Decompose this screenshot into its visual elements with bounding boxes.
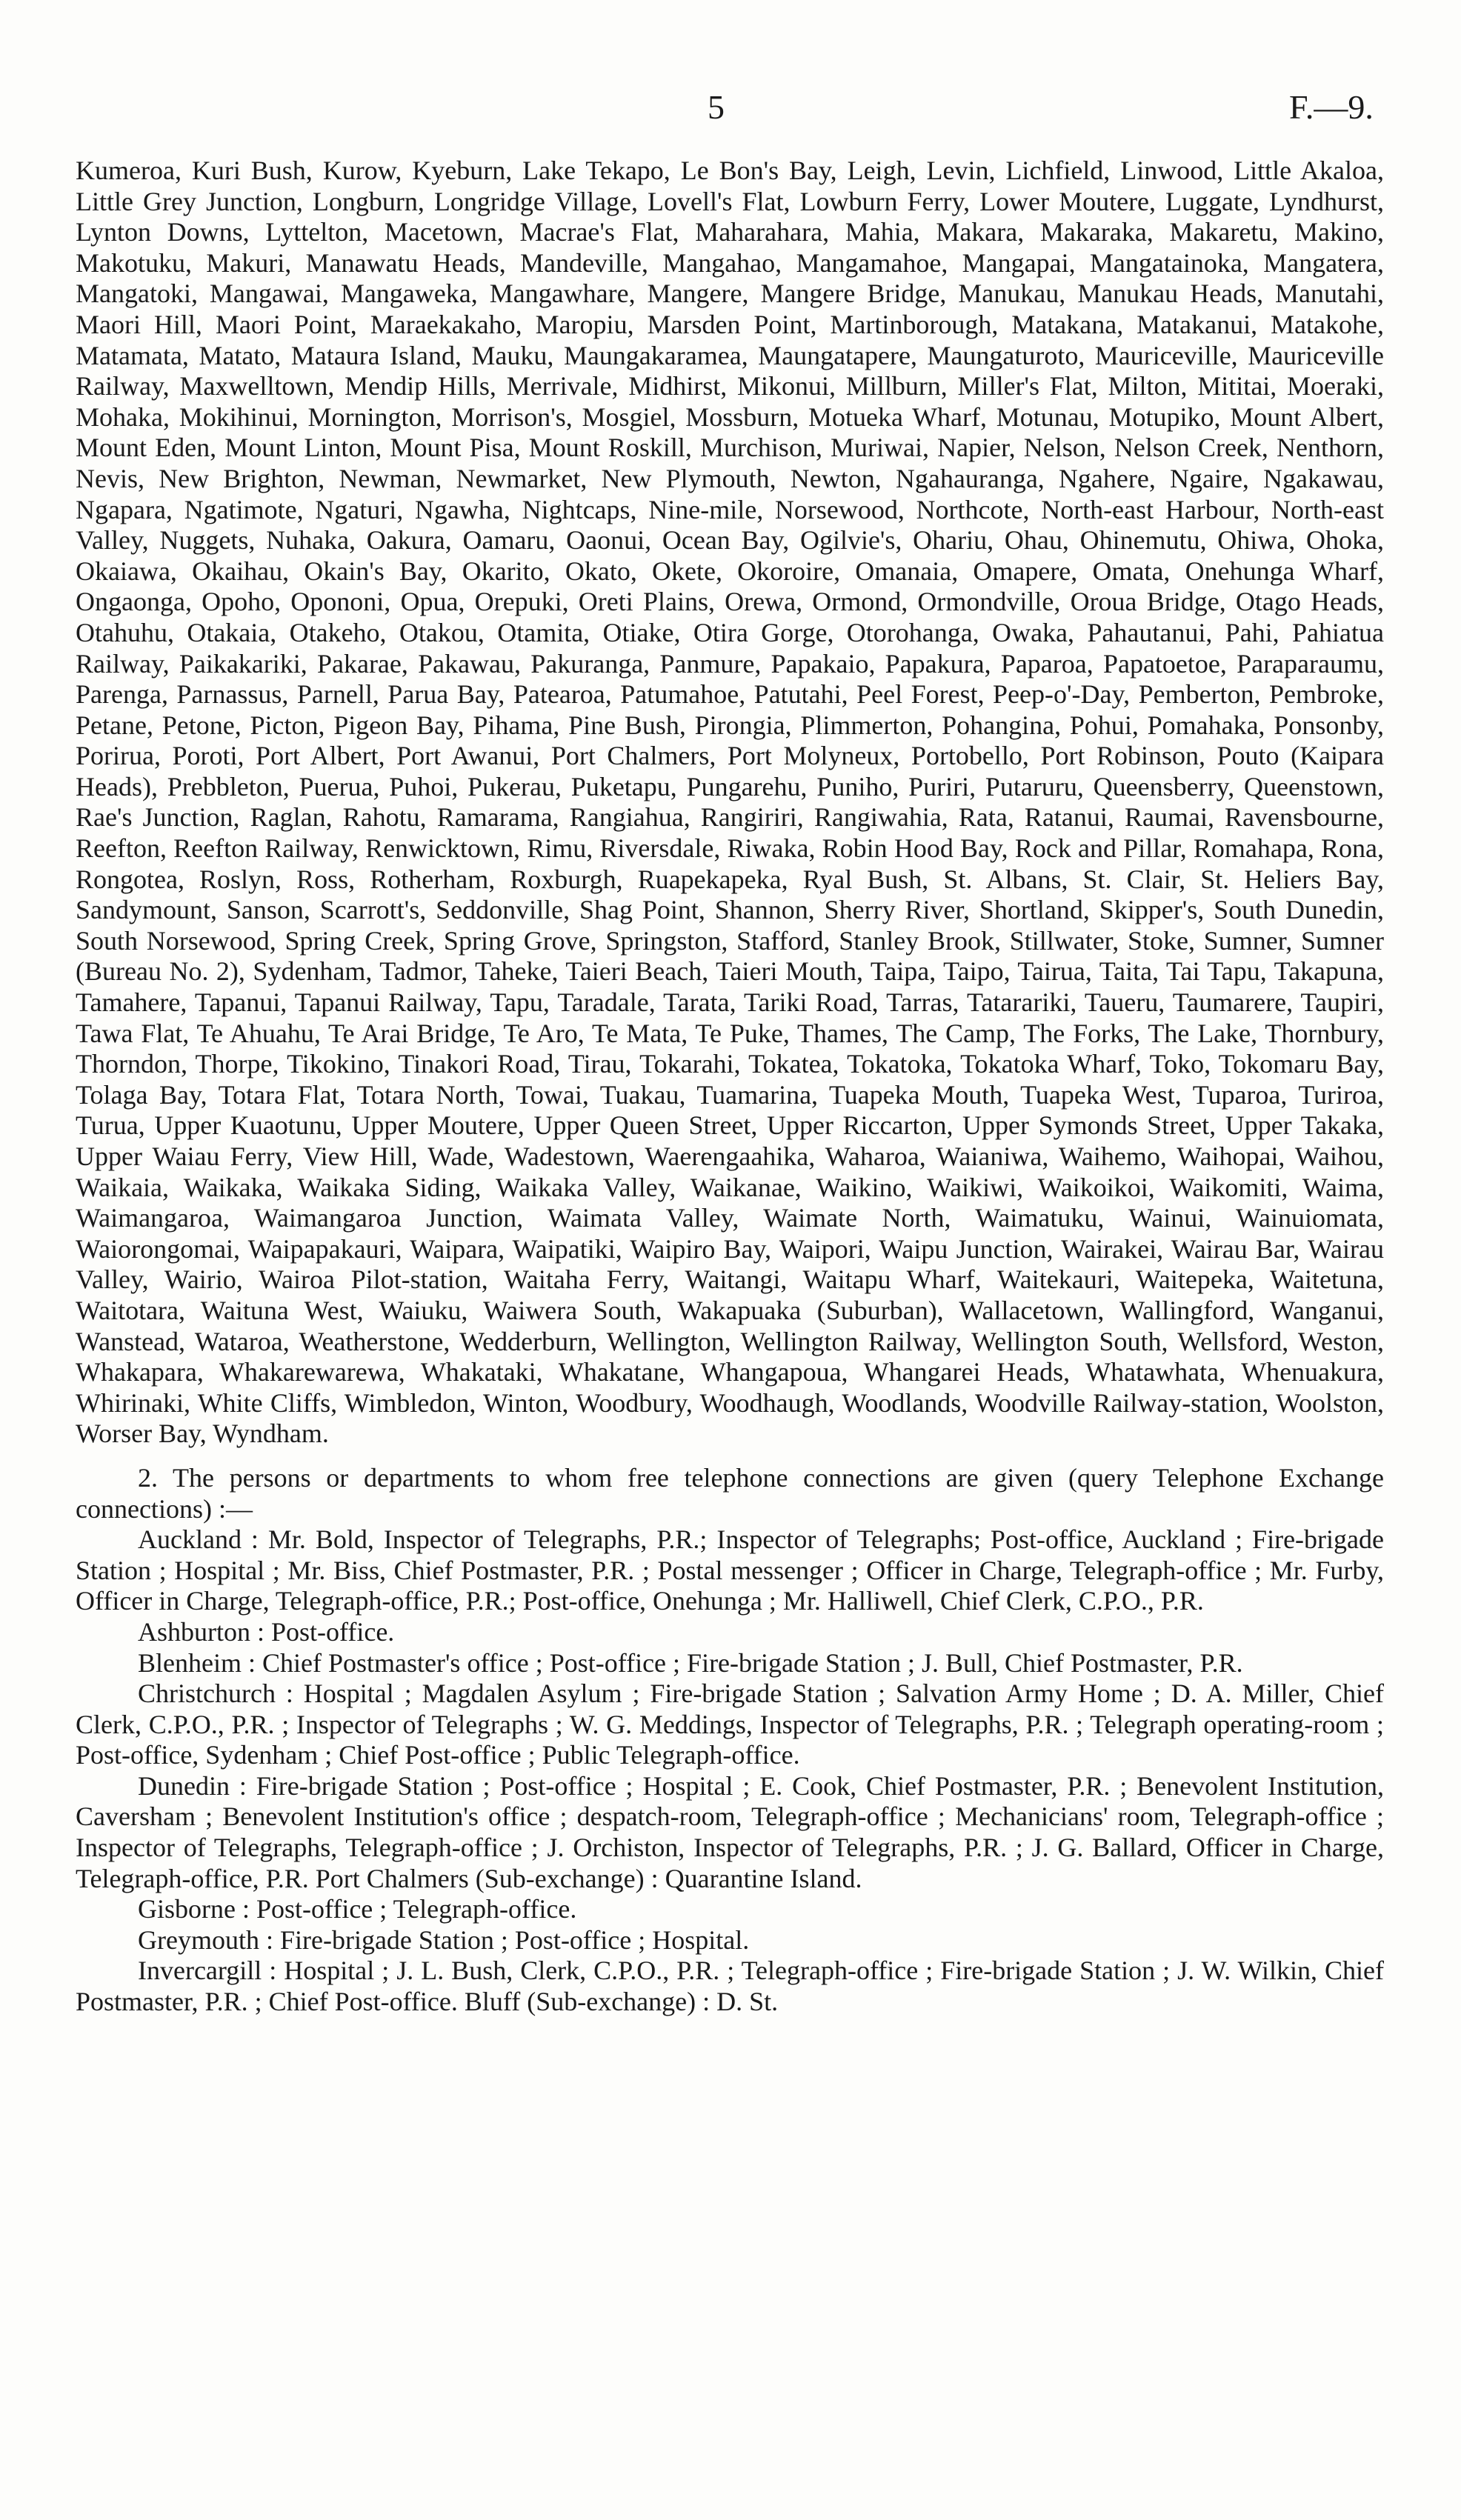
place-name-list: Kumeroa, Kuri Bush, Kurow, Kyeburn, Lake Tekapo, Le Bon's Bay, Leigh, Levin, Lichfield, Linwood, Little Akaloa, Little Grey Junction, Longburn, Longridge Village, Lovell's Flat, Lowburn Ferry, Lower Moutere, Luggate, Lyndhurst, Lynton Downs, Lyttelton, Macetown, Macrae's Flat, Maharahara, Mahia, Makara, Makaraka, Makaretu, Makino, Makotuku, Makuri, Manawatu Heads, Mandeville, Mangahao, Mangamahoe, Mangapai, Mangatainoka, Mangatera, Mangatoki, Mangawai, Mangaweka, Mangawhare, Mangere, Mangere Bridge, Manukau, Manukau Heads, Manutahi, Maori Hill, Maori Point, Maraekakaho, Maropiu, Marsden Point, Martinborough, Matakana, Matakanui, Matakohe, Matamata, Matato, Mataura Island, Mauku, Maungakaramea, Maungatapere, Maungaturoto, Mauriceville, Mauriceville Railway, Maxwelltown, Mendip Hills, Merrivale, Midhirst, Mikonui, Millburn, Miller's Flat, Milton, Mititai, Moeraki, Mohaka, Mokihinui, Mornington, Morrison's, Mosgiel, Mossburn, Motueka Wharf, Motunau, Motupiko, Mount Albert, Mount Eden, Mount Linton, Mount Pisa, Mount Roskill, Murchison, Muriwai, Napier, Nelson, Nelson Creek, Nenthorn, Nevis, New Brighton, Newman, Newmarket, New Plymouth, Newton, Ngahauranga, Ngahere, Ngaire, Ngakawau, Ngapara, Ngatimote, Ngaturi, Ngawha, Nightcaps, Nine-mile, Norsewood, Northcote, North-east Harbour, North-east Valley, Nuggets, Nuhaka, Oakura, Oamaru, Oaonui, Ocean Bay, Ogilvie's, Ohariu, Ohau, Ohinemutu, Ohiwa, Ohoka, Okaiawa, Okaihau, Okain's Bay, Okarito, Okato, Okete, Okoroire, Omanaia, Omapere, Omata, Onehunga Wharf, Ongaonga, Opoho, Opononi, Opua, Orepuki, Oreti Plains, Orewa, Ormond, Ormondville, Oroua Bridge, Otago Heads, Otahuhu, Otakaia, Otakeho, Otakou, Otamita, Otiake, Otira Gorge, Otorohanga, Owaka, Pahautanui, Pahi, Pahiatua Railway, Paikakariki, Pakarae, Pakawau, Pakuranga, Panmure, Papakaio, Papakura, Paparoa, Papatoetoe, Paraparaumu, Parenga, Parnassus, Parnell, Parua Bay, Patearoa, Patumahoe, Patutahi, Peel Forest, Peep-o'-Day, Pemberton, Pembroke, Petane, Petone, Picton, Pigeon Bay, Pihama, Pine Bush, Pirongia, Plimmerton, Pohangina, Pohui, Pomahaka, Ponsonby, Porirua, Poroti, Port Albert, Port Awanui, Port Chalmers, Port Molyneux, Portobello, Port Robinson, Pouto (Kaipara Heads), Prebbleton, Puerua, Puhoi, Pukerau, Puketapu, Pungarehu, Puniho, Puriri, Putaruru, Queensberry, Queenstown, Rae's Junction, Raglan, Rahotu, Ramarama, Rangiahua, Rangiriri, Rangiwahia, Rata, Ratanui, Raumai, Ravensbourne, Reefton, Reefton Railway, Renwicktown, Rimu, Riversdale, Riwaka, Robin Hood Bay, Rock and Pillar, Romahapa, Rona, Rongotea, Roslyn, Ross, Rotherham, Roxburgh, Ruapekapeka, Ryal Bush, St. Albans, St. Clair, St. Heliers Bay, Sandymount, Sanson, Scarrott's, Seddonville, Shag Point, Shannon, Sherry River, Shortland, Skipper's, South Dunedin, South Norsewood, Spring Creek, Spring Grove, Springston, Stafford, Stanley Brook, Stillwater, Stoke, Sumner, Sumner (Bureau No. 2), Sydenham, Tadmor, Taheke, Taieri Beach, Taieri Mouth, Taipa, Taipo, Tairua, Taita, Tai Tapu, Takapuna, Tamahere, Tapanui, Tapanui Railway, Tapu, Taradale, Tarata, Tariki Road, Tarras, Tatarariki, Taueru, Taumarere, Taupiri, Tawa Flat, Te Ahuahu, Te Arai Bridge, Te Aro, Te Mata, Te Puke, Thames, The Camp, The Forks, The Lake, Thornbury, Thorndon, Thorpe, Tikokino, Tinakori Road, Tirau, Tokarahi, Tokatea, Tokatoka, Tokatoka Wharf, Toko, Tokomaru Bay, Tolaga Bay, Totara Flat, Totara North, Towai, Tuakau, Tuamarina, Tuapeka Mouth, Tuapeka West, Tuparoa, Turiroa, Turua, Upper Kuaotunu, Upper Moutere, Upper Queen Street, Upper Riccarton, Upper Symonds Street, Upper Takaka, Upper Waiau Ferry, View Hill, Wade, Wadestown, Waerengaahika, Waharoa, Waianiwa, Waihemo, Waihopai, Waihou, Waikaia, Waikaka, Waikaka Siding, Waikaka Valley, Waikanae, Waikino, Waikiwi, Waikoikoi, Waikomiti, Waima, Waimangaroa, Waimangaroa Junction, Waimata Valley, Waimate North, Waimatuku, Wainui, Wainuiomata, Waiorongomai, Waipapakauri, Waipara, Waipatiki, Waipiro Bay, Waipori, Waipu Junction, Wairakei, Wairau Bar, Wairau Valley, Wairio, Wairoa Pilot-station, Waitaha Ferry, Waitangi, Waitapu Wharf, Waitekauri, Waitepeka, Waitetuna, Waitotara, Waituna West, Waiuku, Waiwera South, Wakapuaka (Suburban), Wallacetown, Wallingford, Wanganui, Wanstead, Wataroa, Weatherstone, Wedderburn, Wellington, Wellington Railway, Wellington South, Wellsford, Weston, Whakapara, Whakarewarewa, Whakataki, Whakatane, Whangapoua, Whangarei Heads, Whatawhata, Whenuakura, Whirinaki, White Cliffs, Wimbledon, Winton, Woodbury, Woodhaugh, Woodlands, Woodville Railway-station, Woolston, Worser Bay, Wyndham. bbox=[76, 156, 1384, 1449]
entry-invercargill: Invercargill : Hospital ; J. L. Bush, Clerk, C.P.O., P.R. ; Telegraph-office ; Fire-brigade Station ; J. W. Wilkin, Chief Postmaster, P.R. ; Chief Post-office. Bluff (Sub-exchange) : D. St. bbox=[76, 1956, 1384, 2017]
entry-auckland: Auckland : Mr. Bold, Inspector of Telegraphs, P.R.; Inspector of Telegraphs; Post-office, Auckland ; Fire-brigade Station ; Hospital ; Mr. Biss, Chief Postmaster, P.R. ; Postal messenger ; Officer in Charge, Telegraph-office ; Mr. Furby, Officer in Charge, Telegraph-office, P.R.; Post-office, Onehunga ; Mr. Halliwell, Chief Clerk, C.P.O., P.R. bbox=[76, 1524, 1384, 1616]
entry-gisborne: Gisborne : Post-office ; Telegraph-office. bbox=[138, 1894, 577, 1924]
page-number: 5 bbox=[708, 88, 725, 126]
entry-blenheim: Blenheim : Chief Postmaster's office ; Post-office ; Fire-brigade Station ; J. Bull, Chief Postmaster, P.R. bbox=[138, 1647, 1243, 1678]
section-2-intro: 2. The persons or departments to whom free telephone connections are given (query Telephone Exchange connections) :— bbox=[76, 1462, 1384, 1524]
page-header bbox=[0, 87, 1461, 132]
entry-christchurch: Christchurch : Hospital ; Magdalen Asylum ; Fire-brigade Station ; Salvation Army Home ; D. A. Miller, Chief Clerk, C.P.O., P.R. ; Inspector of Telegraphs ; W. G. Meddings, Inspector of Telegraphs, P.R. ; Telegraph operating-room ; Post-office, Sydenham ; Chief Post-office ; Public Telegraph-office. bbox=[76, 1679, 1384, 1770]
entry-dunedin: Dunedin : Fire-brigade Station ; Post-office ; Hospital ; E. Cook, Chief Postmaster, P.R. ; Benevolent Institution, Caversham ; Benevolent Institution's office ; despatch-room, Telegraph-office ; Mechanicians' room, Telegraph-office ; Inspector of Telegraphs, Telegraph-office ; J. Orchiston, Inspector of Telegraphs, P.R. ; J. G. Ballard, Officer in Charge, Telegraph-office, P.R. Port Chalmers (Sub-exchange) : Quarantine Island. bbox=[76, 1770, 1384, 1893]
entry-greymouth: Greymouth : Fire-brigade Station ; Post-office ; Hospital. bbox=[138, 1924, 750, 1955]
entry-ashburton: Ashburton : Post-office. bbox=[138, 1616, 395, 1647]
document-reference: F.—9. bbox=[1289, 88, 1374, 126]
document-body bbox=[76, 156, 1384, 2018]
